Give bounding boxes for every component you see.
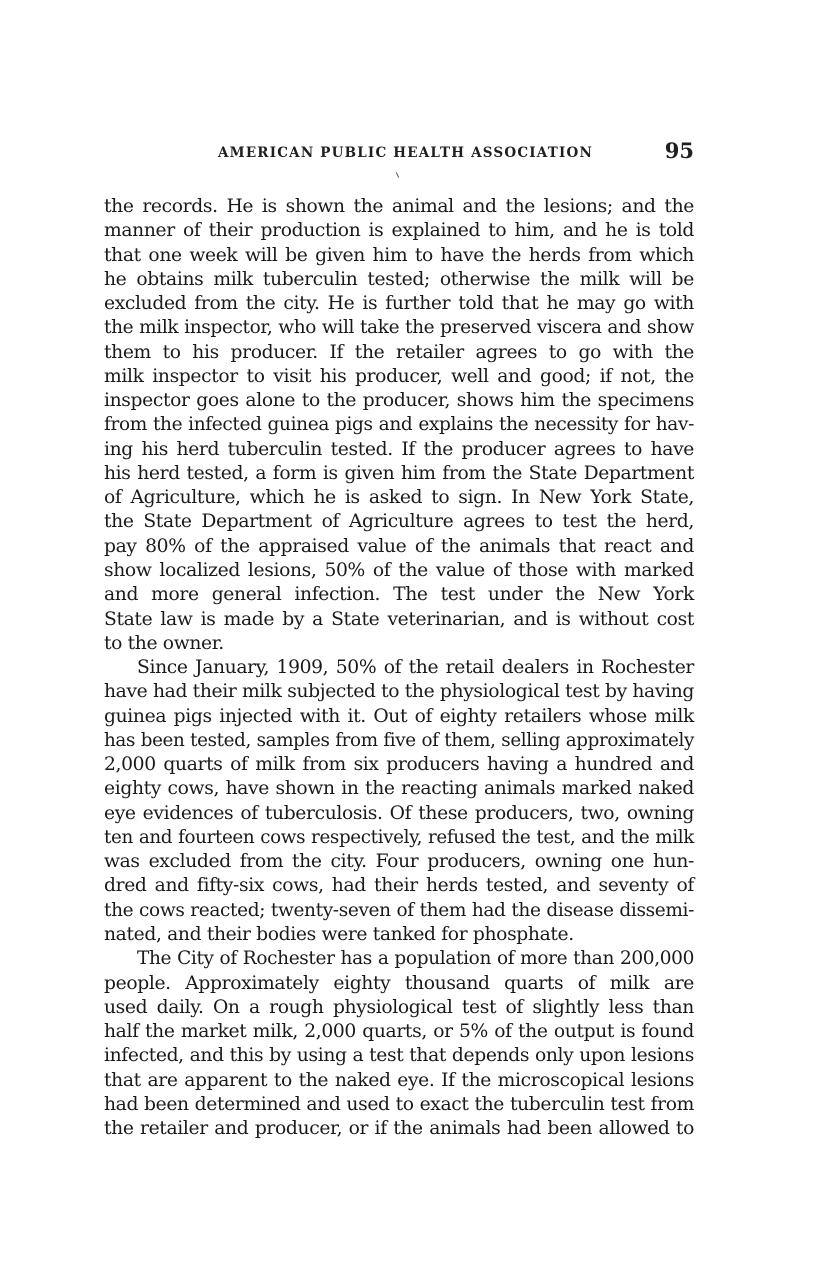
text-line: that are apparent to the naked eye. If the microscopical lesions <box>104 1069 694 1091</box>
text-line: the milk inspector, who will take the preserved viscera and show <box>104 317 694 339</box>
text-line: guinea pigs injected with it. Out of eighty retailers whose milk <box>104 705 694 727</box>
text-line: of Agriculture, which he is asked to sign. In New York State, <box>104 487 694 509</box>
text-line: was excluded from the city. Four producers, owning one hun- <box>104 851 694 873</box>
text-line: his herd tested, a form is given him from the State Department <box>104 462 694 484</box>
text-line: that one week will be given him to have the herds from which <box>104 244 694 266</box>
text-line: eye evidences of tuberculosis. Of these producers, two, owning <box>104 802 694 824</box>
text-line: ing his herd tuberculin tested. If the producer agrees to have <box>104 438 694 460</box>
running-title: AMERICAN PUBLIC HEALTH ASSOCIATION <box>218 145 593 161</box>
text-line: show localized lesions, 50% of the value of those with marked <box>104 559 694 581</box>
paragraph-end-line: to the owner. <box>104 632 224 654</box>
text-line: 2,000 quarts of milk from six producers having a hundred and <box>104 754 694 776</box>
text-line: excluded from the city. He is further told that he may go with <box>104 293 694 315</box>
text-line: them to his producer. If the retailer agrees to go with the <box>104 341 694 363</box>
text-line: manner of their production is explained to him, and he is told <box>104 220 694 242</box>
text-line: had been determined and used to exact the tuberculin test from <box>104 1093 694 1115</box>
text-line: he obtains milk tuberculin tested; otherwise the milk will be <box>104 268 694 290</box>
text-line: the cows reacted; twenty-seven of them had the disease dissemi- <box>104 899 694 921</box>
text-line: eighty cows, have shown in the reacting animals marked naked <box>104 778 694 800</box>
text-line: the retailer and producer, or if the animals had been allowed to <box>104 1118 694 1140</box>
running-header <box>104 138 694 168</box>
text-line: dred and fifty-six cows, had their herds tested, and seventy of <box>104 875 694 897</box>
text-line: have had their milk subjected to the physiological test by having <box>104 681 694 703</box>
text-line: pay 80% of the appraised value of the animals that react and <box>104 535 694 557</box>
text-line: ten and fourteen cows respectively, refused the test, and the milk <box>104 826 694 848</box>
text-line: used daily. On a rough physiological test of slightly less than <box>104 996 694 1018</box>
text-line: infected, and this by using a test that depends only upon lesions <box>104 1045 694 1067</box>
text-line: State law is made by a State veterinarian, and is without cost <box>104 608 694 630</box>
paragraph-end-line: nated, and their bodies were tanked for phosphate. <box>104 923 574 945</box>
text-line: has been tested, samples from five of them, selling approximately <box>104 729 694 751</box>
text-line: half the market milk, 2,000 quarts, or 5% of the output is found <box>104 1021 694 1043</box>
text-line: milk inspector to visit his producer, well and good; if not, the <box>104 365 694 387</box>
text-line: and more general infection. The test under the New York <box>104 584 694 606</box>
paragraph-start-line: Since January, 1909, 50% of the retail dealers in Rochester <box>137 657 694 679</box>
text-line: inspector goes alone to the producer, shows him the specimens <box>104 390 694 412</box>
paragraph-start-line: The City of Rochester has a population of more than 200,000 <box>137 948 694 970</box>
page-number: 95 <box>664 138 694 163</box>
body-text <box>104 195 694 1141</box>
print-speck <box>396 172 399 178</box>
text-line: people. Approximately eighty thousand quarts of milk are <box>104 972 694 994</box>
text-line: the State Department of Agriculture agrees to test the herd, <box>104 511 694 533</box>
text-line: the records. He is shown the animal and the lesions; and the <box>104 196 694 217</box>
text-line: from the infected guinea pigs and explains the necessity for hav- <box>104 414 694 436</box>
